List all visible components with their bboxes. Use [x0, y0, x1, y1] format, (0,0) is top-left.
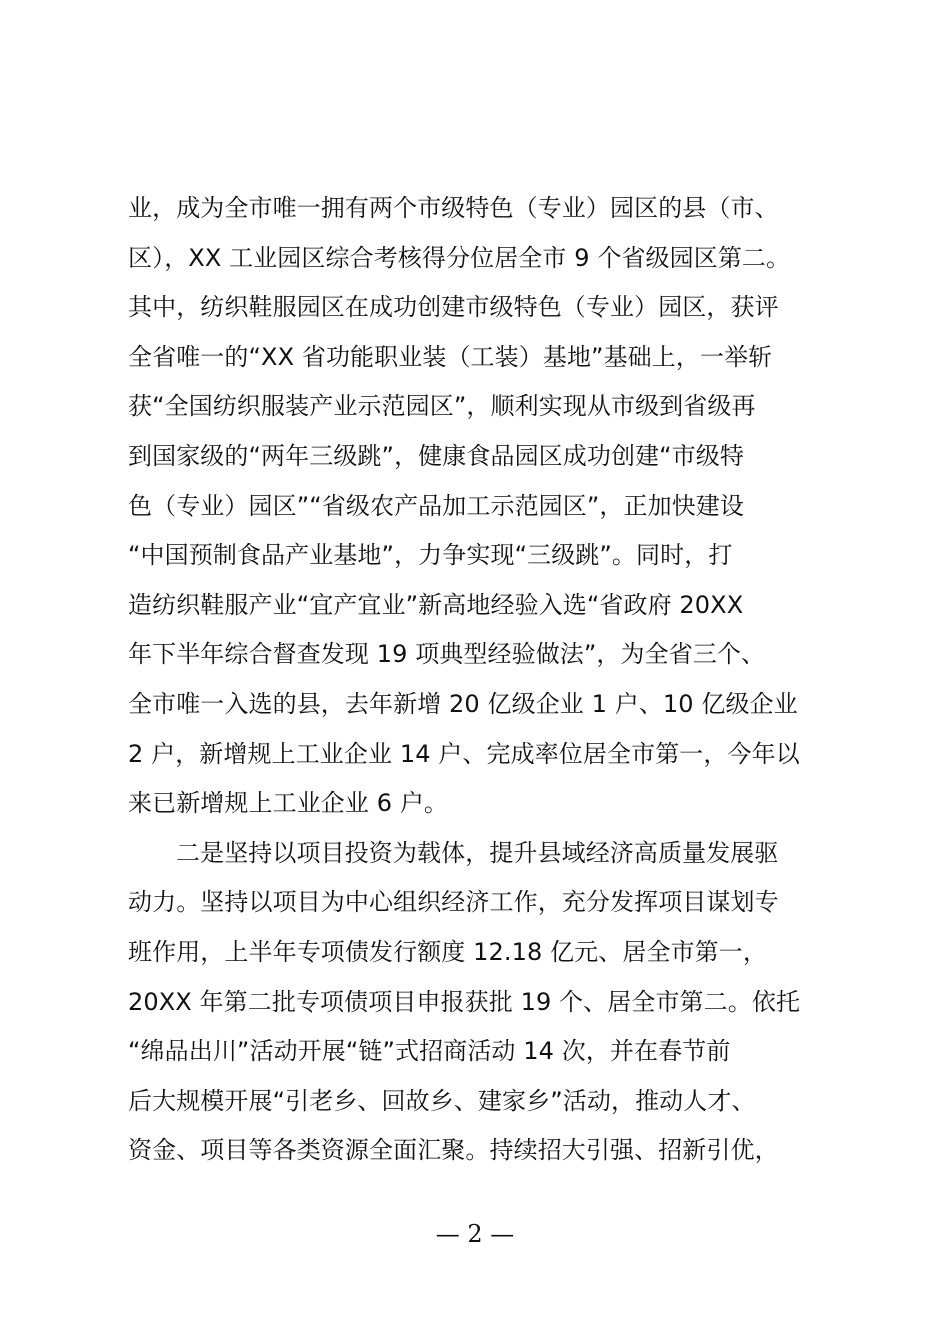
text-line: 年下半年综合督查发现 19 项典型经验做法”，为全省三个、	[128, 640, 766, 669]
text-line: 班作用，上半年专项债发行额度 12.18 亿元、居全市第一，	[128, 937, 767, 966]
text-line: 区），XX 工业园区综合考核得分位居全市 9 个省级园区第二。	[128, 243, 791, 272]
text-line: 动力。坚持以项目为中心组织经济工作，充分发挥项目谋划专	[128, 888, 779, 917]
text-line: 获“全国纺织服装产业示范园区”，顺利实现从市级到省级再	[128, 392, 756, 421]
document-body	[128, 184, 868, 1176]
text-line: 全省唯一的“XX 省功能职业装（工装）基地”基础上，一举斩	[128, 342, 773, 371]
paragraph-1	[128, 184, 868, 829]
page-number: — 2 —	[435, 1220, 515, 1248]
text-line: 色（专业）园区”“省级农产品加工示范园区”，正加快建设	[128, 491, 744, 520]
text-line: 2 户，新增规上工业企业 14 户、完成率位居全市第一，今年以	[128, 739, 800, 768]
text-line-indented: 二是坚持以项目投资为载体，提升县域经济高质量发展驱	[176, 838, 779, 867]
text-line: 到国家级的“两年三级跳”，健康食品园区成功创建“市级特	[128, 441, 744, 470]
text-line: “绵品出川”活动开展“链”式招商活动 14 次，并在春节前	[128, 1037, 731, 1066]
paragraph-2	[128, 829, 868, 1176]
text-line: “中国预制食品产业基地”，力争实现“三级跳”。同时，打	[128, 541, 733, 570]
text-line: 资金、项目等各类资源全面汇聚。持续招大引强、招新引优，	[128, 1136, 779, 1165]
text-line: 后大规模开展“引老乡、回故乡、建家乡”活动，推动人才、	[128, 1086, 756, 1115]
text-line: 业，成为全市唯一拥有两个市级特色（专业）园区的县（市、	[128, 194, 779, 222]
text-line: 全市唯一入选的县，去年新增 20 亿级企业 1 户、10 亿级企业	[128, 689, 798, 718]
text-line: 来已新增规上工业企业 6 户。	[128, 789, 449, 818]
text-line: 20XX 年第二批专项债项目申报获批 19 个、居全市第二。依托	[128, 987, 801, 1016]
text-line: 造纺织鞋服产业“宜产宜业”新高地经验入选“省政府 20XX	[128, 590, 744, 619]
text-line: 其中，纺织鞋服园区在成功创建市级特色（专业）园区，获评	[128, 293, 779, 322]
